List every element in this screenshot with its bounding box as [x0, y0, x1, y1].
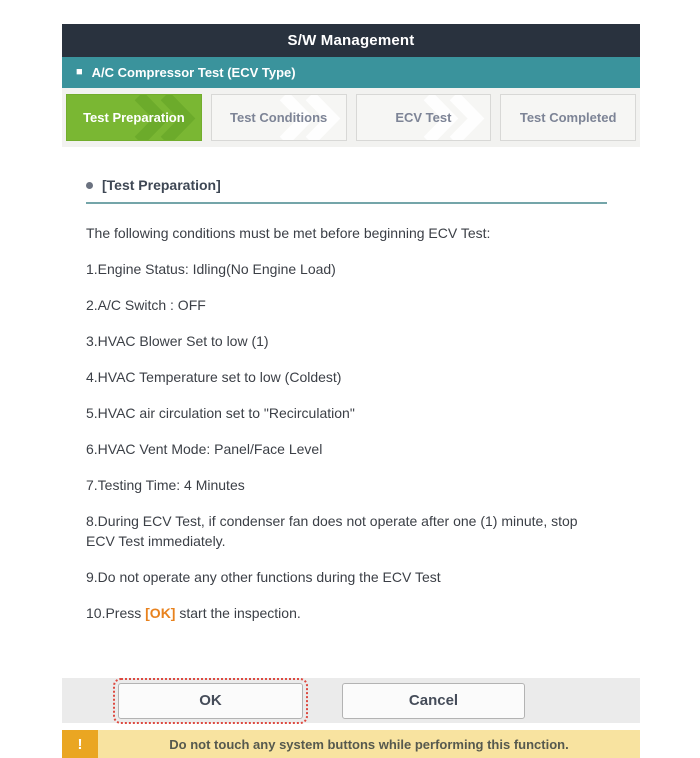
function-header: [62, 57, 640, 88]
page-title: S/W Management: [287, 32, 415, 49]
section-heading: [86, 177, 607, 204]
instructions-area: [62, 177, 640, 678]
section-title: [Test Preparation]: [102, 177, 221, 193]
tab-ecv-test[interactable]: [356, 94, 492, 141]
warning-bar: [62, 730, 640, 758]
square-bullet-icon: ■: [76, 66, 83, 78]
tab-test-conditions[interactable]: [211, 94, 347, 141]
ok-button[interactable]: OK: [118, 683, 303, 719]
item10-suffix: start the inspection.: [175, 605, 301, 621]
condition-item: 4.HVAC Temperature set to low (Coldest): [86, 369, 342, 385]
condition-item: 1.Engine Status: Idling(No Engine Load): [86, 261, 336, 277]
condition-item: 7.Testing Time: 4 Minutes: [86, 477, 245, 493]
condition-item: 5.HVAC air circulation set to "Recirculation": [86, 405, 355, 421]
condition-item: 6.HVAC Vent Mode: Panel/Face Level: [86, 441, 323, 457]
tab-label: ECV Test: [395, 110, 452, 125]
step-tabs: [62, 88, 640, 147]
tab-label: Test Conditions: [229, 110, 328, 125]
condition-item: 2.A/C Switch : OFF: [86, 297, 206, 313]
function-title: A/C Compressor Test (ECV Type): [91, 65, 296, 80]
sw-management-window: [62, 24, 640, 758]
tab-test-completed[interactable]: [500, 94, 636, 141]
intro-text: The following conditions must be met before beginning ECV Test:: [86, 225, 491, 241]
item10-prefix: 10.Press: [86, 605, 146, 621]
button-bar: [62, 678, 640, 723]
tab-test-preparation[interactable]: [66, 94, 202, 141]
window-titlebar: [62, 24, 640, 57]
condition-item: 9.Do not operate any other functions during the ECV Test: [86, 569, 441, 585]
condition-item: 3.HVAC Blower Set to low (1): [86, 333, 269, 349]
exclamation-icon: !: [62, 730, 98, 758]
condition-item-10: [86, 603, 607, 623]
condition-item: 8.During ECV Test, if condenser fan does not operate after one (1) minute, stop ECV Test immediately.: [86, 513, 578, 549]
cancel-button[interactable]: Cancel: [342, 683, 525, 719]
divider: [62, 723, 640, 730]
warning-text: Do not touch any system buttons while performing this function.: [98, 730, 640, 758]
tab-label: Test Completed: [519, 110, 617, 125]
tab-label: Test Preparation: [83, 110, 185, 125]
ok-highlight: [OK]: [145, 605, 176, 621]
bullet-dot-icon: [86, 182, 93, 189]
